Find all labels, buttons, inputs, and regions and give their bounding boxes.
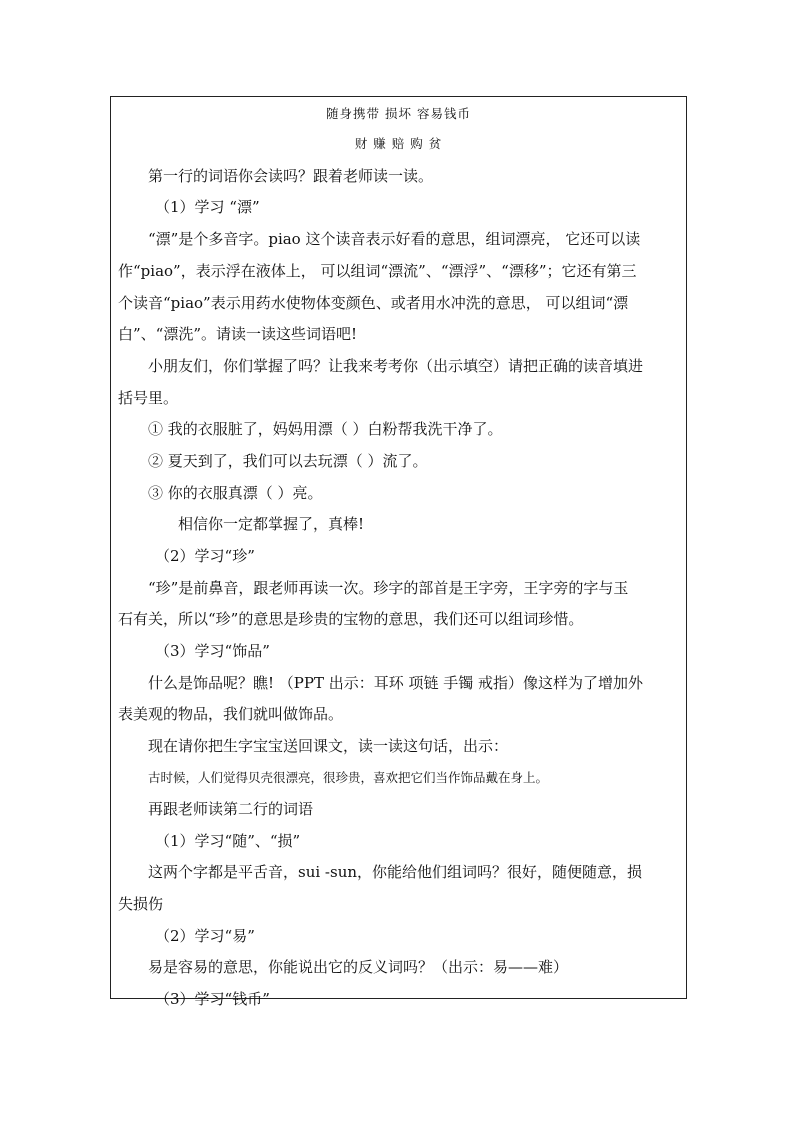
section-heading: （3）学习“饰品” bbox=[155, 642, 270, 660]
paragraph-line: 小朋友们，你们掌握了吗？让我来考考你（出示填空）请把正确的读音填进 bbox=[148, 357, 644, 375]
exercise-item: ① 我的衣服脏了，妈妈用漂（ ）白粉帮我洗干净了。 bbox=[148, 420, 503, 438]
paragraph-line: 表美观的物品，我们就叫做饰品。 bbox=[118, 705, 344, 723]
paragraph-line: 第一行的词语你会读吗？跟着老师读一读。 bbox=[148, 167, 434, 185]
vocab-row-2: 财 赚 赔 购 贫 bbox=[354, 136, 443, 151]
section-heading: （2）学习“珍” bbox=[155, 547, 255, 565]
paragraph-line: 失损伤 bbox=[118, 895, 164, 913]
section-heading: （1）学习 “漂” bbox=[155, 198, 260, 216]
section-heading: （1）学习“随”、“损” bbox=[155, 832, 301, 850]
vocab-row-1: 随身携带 损坏 容易钱币 bbox=[326, 106, 471, 121]
example-sentence: 古时候，人们觉得贝壳很漂亮，很珍贵，喜欢把它们当作饰品戴在身上。 bbox=[148, 770, 549, 785]
paragraph-line: “珍”是前鼻音，跟老师再读一次。珍字的部首是王字旁，王字旁的字与玉 bbox=[148, 579, 629, 597]
paragraph-line: 作“piao”，表示浮在液体上， 可以组词“漂流”、“漂浮”、“漂移”；它还有第三 bbox=[118, 262, 637, 280]
paragraph-line: 什么是饰品呢？瞧! （PPT 出示：耳环 项链 手镯 戒指）像这样为了增加外 bbox=[148, 674, 644, 692]
exercise-item: ② 夏天到了，我们可以去玩漂（ ）流了。 bbox=[148, 452, 428, 470]
paragraph-line: 现在请你把生字宝宝送回课文，读一读这句话，出示： bbox=[148, 737, 509, 755]
paragraph-line: 白”、“漂洗”。请读一读这些词语吧! bbox=[118, 325, 358, 343]
paragraph-line: 括号里。 bbox=[118, 389, 179, 407]
section-heading: （3）学习“钱币” bbox=[155, 990, 270, 1008]
paragraph-line: 这两个字都是平舌音，sui -sun，你能给他们组词吗？很好，随便随意，损 bbox=[148, 863, 643, 881]
paragraph-line: 个读音“piao”表示用药水使物体变颜色、或者用水冲洗的意思， 可以组词“漂 bbox=[118, 294, 629, 312]
exercise-item: ③ 你的衣服真漂（ ）亮。 bbox=[148, 484, 323, 502]
section-heading: （2）学习“易” bbox=[155, 927, 255, 945]
paragraph-line: “漂”是个多音字。piao 这个读音表示好看的意思，组词漂亮， 它还可以读 bbox=[148, 230, 641, 248]
paragraph-line: 相信你一定都掌握了，真棒! bbox=[178, 515, 365, 533]
paragraph-line: 再跟老师读第二行的词语 bbox=[148, 800, 314, 818]
paragraph-line: 易是容易的意思，你能说出它的反义词吗？（出示：易——难） bbox=[148, 958, 569, 976]
paragraph-line: 石有关，所以“珍”的意思是珍贵的宝物的意思，我们还可以组词珍惜。 bbox=[118, 610, 584, 628]
